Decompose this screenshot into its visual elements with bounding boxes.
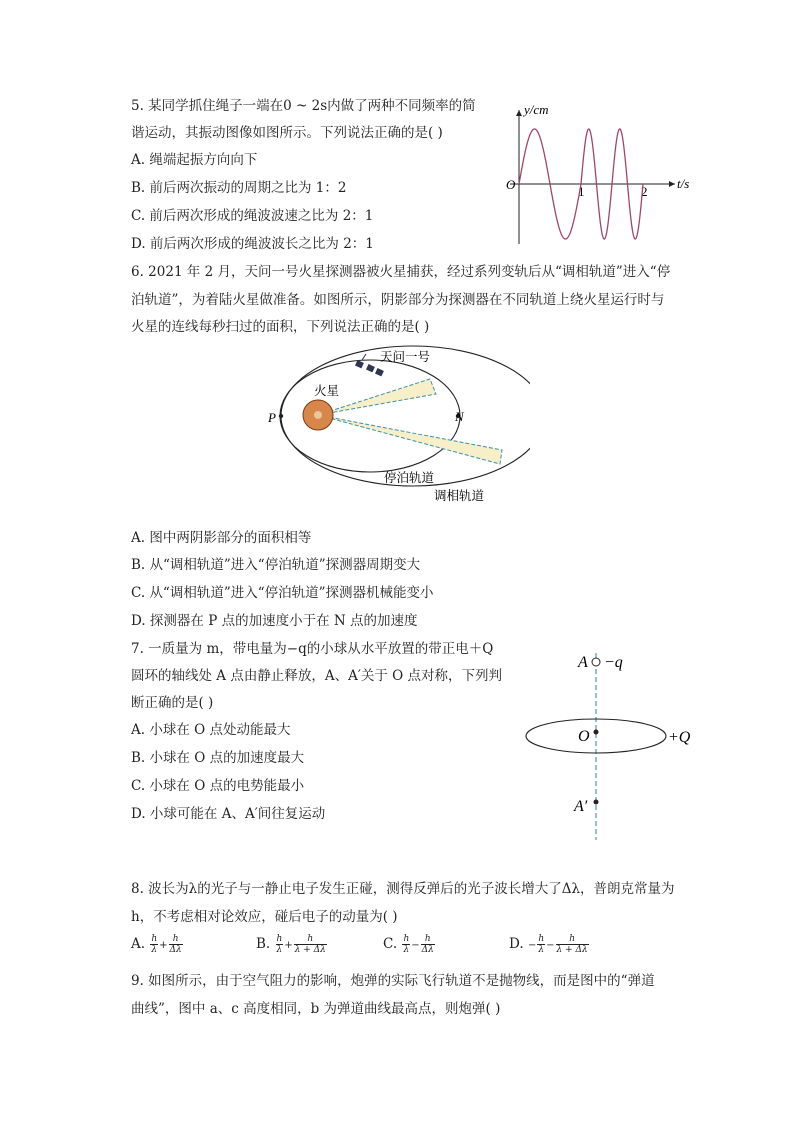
q6-orbit-figure (260, 340, 530, 510)
q8-c-frac2: $\frac{h}{\Delta\lambda}$ (421, 934, 434, 955)
q6-label-n: N (455, 409, 464, 424)
q8-option-a: A. $\frac{h}{\lambda}$ + $\frac{h}{\Delta\lambda}$ (131, 934, 182, 955)
q5-tick-2: 2 (641, 184, 648, 199)
q7-option-b: B. 小球在 O 点的加速度最大 (131, 750, 305, 766)
q8-d-frac1: $\frac{h}{\lambda}$ (538, 934, 545, 955)
q7-label-a: A (578, 654, 588, 671)
q7-label-o: O (578, 728, 590, 745)
q5-option-a: A. 绳端起振方向向下 (131, 152, 258, 168)
q5-stem-line2: 谐运动，其振动图像如图所示。下列说法正确的是( ) (131, 125, 443, 141)
q8-stem-line2: h，不考虑相对论效应，碰后电子的动量为( ) (131, 909, 398, 925)
q8-b-frac2: $\frac{h}{\lambda + \Delta\lambda}$ (294, 934, 326, 955)
q6-label-mars: 火星 (314, 384, 340, 398)
q8-c-frac1: $\frac{h}{\lambda}$ (403, 934, 410, 955)
q5-vibration-graph (500, 96, 700, 246)
q5-option-b: B. 前后两次振动的周期之比为 1：2 (131, 180, 347, 196)
q8-b-frac1: $\frac{h}{\lambda}$ (276, 934, 283, 955)
q6-option-d: D. 探测器在 P 点的加速度小于在 N 点的加速度 (131, 613, 418, 629)
q7-point-a-prime (594, 800, 599, 805)
q8-option-d: D. − $\frac{h}{\lambda}$ − $\frac{h}{\lambda + \Delta\lambda}$ (509, 934, 588, 955)
q7-option-a: A. 小球在 O 点处动能最大 (131, 722, 291, 738)
q6-option-c: C. 从“调相轨道”进入“停泊轨道”探测器机械能变小 (131, 585, 434, 601)
q6-point-p (279, 414, 283, 418)
q7-point-o (594, 730, 599, 735)
q6-label-phasing-orbit: 调相轨道 (434, 489, 485, 503)
q6-mars-center (314, 411, 322, 419)
q6-stem-line2: 泊轨道”，为着陆火星做准备。如图所示，阴影部分为探测器在不同轨道上绕火星运行时与 (131, 292, 665, 308)
q8-d-frac2: $\frac{h}{\lambda + \Delta\lambda}$ (556, 934, 588, 955)
q7-label-charge: −q (604, 654, 623, 671)
q9-stem-line2: 曲线”，图中 a、c 高度相同，b 为弹道曲线最高点，则炮弹( ) (131, 1001, 501, 1017)
q6-option-a: A. 图中两阴影部分的面积相等 (131, 530, 312, 546)
q6-label-p: P (268, 410, 276, 425)
q6-option-b: B. 从“调相轨道”进入“停泊轨道”探测器周期变大 (131, 557, 421, 573)
q7-stem-line1: 7. 一质量为 m，带电量为−q的小球从水平放置的带正电＋Q (131, 641, 494, 657)
q6-stem-line1: 6. 2021 年 2 月，天问一号火星探测器被火星捕获，经过系列变轨后从“调相轨道”进入“停 (131, 264, 671, 280)
q8-option-c: C. $\frac{h}{\lambda}$ − $\frac{h}{\Delta\lambda}$ (383, 934, 434, 955)
q6-label-probe: 天问一号 (380, 350, 431, 364)
q7-stem-line3: 断正确的是( ) (131, 695, 214, 711)
q5-ylabel: y/cm (524, 102, 549, 117)
q7-option-c: C. 小球在 O 点的电势能最小 (131, 778, 305, 794)
q8-a-frac2: $\frac{h}{\Delta\lambda}$ (169, 934, 182, 955)
q7-option-d: D. 小球可能在 A、A′间往复运动 (131, 806, 326, 822)
q5-option-c: C. 前后两次形成的绳波波速之比为 2：1 (131, 208, 374, 224)
q7-label-ring: +Q (668, 729, 691, 746)
q8-option-b: B. $\frac{h}{\lambda}$ + $\frac{h}{\lambda + \Delta\lambda}$ (256, 934, 326, 955)
q6-shaded-area-lower (318, 415, 502, 464)
q5-origin: O (506, 177, 516, 192)
q7-ball (592, 658, 600, 666)
q6-stem-line3: 火星的连线每秒扫过的面积，下列说法正确的是( ) (131, 319, 430, 335)
q8-a-frac1: $\frac{h}{\lambda}$ (151, 934, 158, 955)
q5-stem-line1: 5. 某同学抓住绳子一端在0 ~ 2s内做了两种不同频率的简 (131, 98, 476, 114)
q7-stem-line2: 圆环的轴线处 A 点由静止释放，A、A′关于 O 点对称，下列判 (131, 668, 503, 684)
q7-ring-figure (520, 645, 720, 845)
q9-stem-line1: 9. 如图所示，由于空气阻力的影响，炮弹的实际飞行轨道不是抛物线，而是图中的“弹道 (131, 973, 655, 989)
q6-label-parking-orbit: 停泊轨道 (384, 471, 435, 485)
q5-xlabel: t/s (677, 176, 690, 191)
q8-stem-line1: 8. 波长为λ的光子与一静止电子发生正碰，测得反弹后的光子波长增大了Δλ，普朗克常量为 (131, 881, 675, 897)
q5-tick-1: 1 (578, 184, 585, 199)
q5-option-d: D. 前后两次形成的绳波波长之比为 2：1 (131, 236, 374, 252)
q7-label-a-prime: A′ (574, 798, 588, 815)
